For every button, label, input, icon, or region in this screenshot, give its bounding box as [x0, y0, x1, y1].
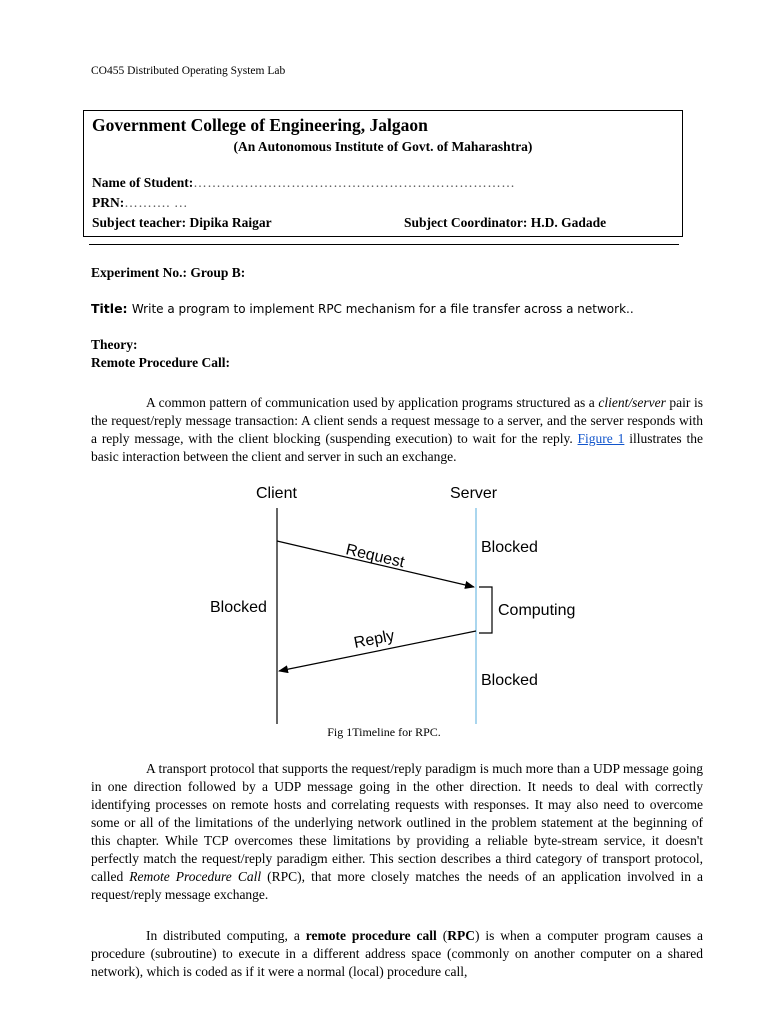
- para3-text-a: In distributed computing, a: [146, 928, 306, 943]
- college-name: Government College of Engineering, Jalgaon: [92, 115, 428, 135]
- computing-label: Computing: [498, 602, 576, 619]
- client-label: Client: [256, 485, 297, 502]
- para3-text-b: (: [436, 928, 448, 943]
- para1-italic: client/server: [598, 395, 666, 410]
- subject-coordinator: Subject Coordinator: H.D. Gadade: [404, 215, 607, 230]
- subject-teacher: Subject teacher: Dipika Raigar: [92, 215, 272, 230]
- header-box: [83, 110, 683, 237]
- paragraph-1: [91, 394, 703, 466]
- para3-text-c: ) is when a computer program causes a procedure (subroutine) to execute in a different address space (commonly on another computer on a shared network), which is coded as if it were a normal (local) procedure call,: [91, 928, 703, 979]
- figure-1-link[interactable]: Figure 1: [577, 431, 625, 446]
- section-heading: Remote Procedure Call:: [91, 355, 230, 370]
- para3-bold-abbr: RPC: [447, 928, 475, 943]
- paragraph-3: [91, 927, 703, 981]
- para3-bold-term: remote procedure call: [305, 928, 437, 943]
- divider: [89, 244, 679, 245]
- para1-text-a: A common pattern of communication used by application programs structured as a: [146, 395, 599, 410]
- title-text: Write a program to implement RPC mechanism for a file transfer across a network..: [131, 302, 634, 316]
- prn-label: PRN:: [92, 195, 125, 210]
- request-label: Request: [344, 541, 406, 572]
- course-line: CO455 Distributed Operating System Lab: [91, 65, 286, 77]
- server-label: Server: [450, 485, 498, 502]
- paragraph-2: [91, 760, 703, 904]
- student-name-blank: ……………………………………………………………: [193, 175, 516, 190]
- para1-text-c: illustrates the basic interaction between the client and server in such an exchange.: [91, 431, 704, 464]
- para2-text-b: (RPC), that more closely matches the needs of an application involved in a request/reply message exchange.: [91, 869, 703, 902]
- theory-heading: Theory:: [91, 337, 138, 352]
- client-blocked: Blocked: [210, 599, 267, 616]
- student-name-label: Name of Student:: [92, 175, 194, 190]
- computing-bracket: [479, 587, 492, 633]
- server-blocked-top: Blocked: [481, 539, 538, 556]
- prn-blank: ………. …: [124, 195, 188, 210]
- student-name-row: [92, 175, 515, 191]
- para1-text-b: pair is the request/reply message transaction: A client sends a request message to a server, and the server responds with a reply message, with the client blocking (suspending execution) to wait for the reply.: [91, 395, 703, 446]
- experiment-number: Experiment No.: Group B:: [91, 265, 246, 280]
- figure-caption: Fig 1Timeline for RPC.: [327, 725, 441, 739]
- server-blocked-bottom: Blocked: [481, 672, 538, 689]
- rpc-timeline-diagram: [200, 478, 600, 728]
- para2-text-a: A transport protocol that supports the request/reply paradigm is much more than a UDP message going in one direction followed by a UDP message going in the other direction. It needs to deal with correctly identifying processes on remote hosts and correlating requests with responses. It may also need to overcome some or all of the limitations of the underlying network outlined in the problem statement at the beginning of this chapter. While TCP overcomes these limitations by providing a reliable byte-stream service, it doesn't perfectly match the request/reply paradigm either. This section describes a third category of transport protocol, called: [91, 761, 703, 884]
- title-label: Title:: [91, 301, 128, 316]
- college-subtitle: (An Autonomous Institute of Govt. of Maharashtra): [233, 139, 533, 154]
- para2-italic: Remote Procedure Call: [129, 869, 262, 884]
- prn-row: [92, 195, 188, 211]
- reply-label: Reply: [352, 627, 396, 652]
- title-line: [91, 301, 634, 317]
